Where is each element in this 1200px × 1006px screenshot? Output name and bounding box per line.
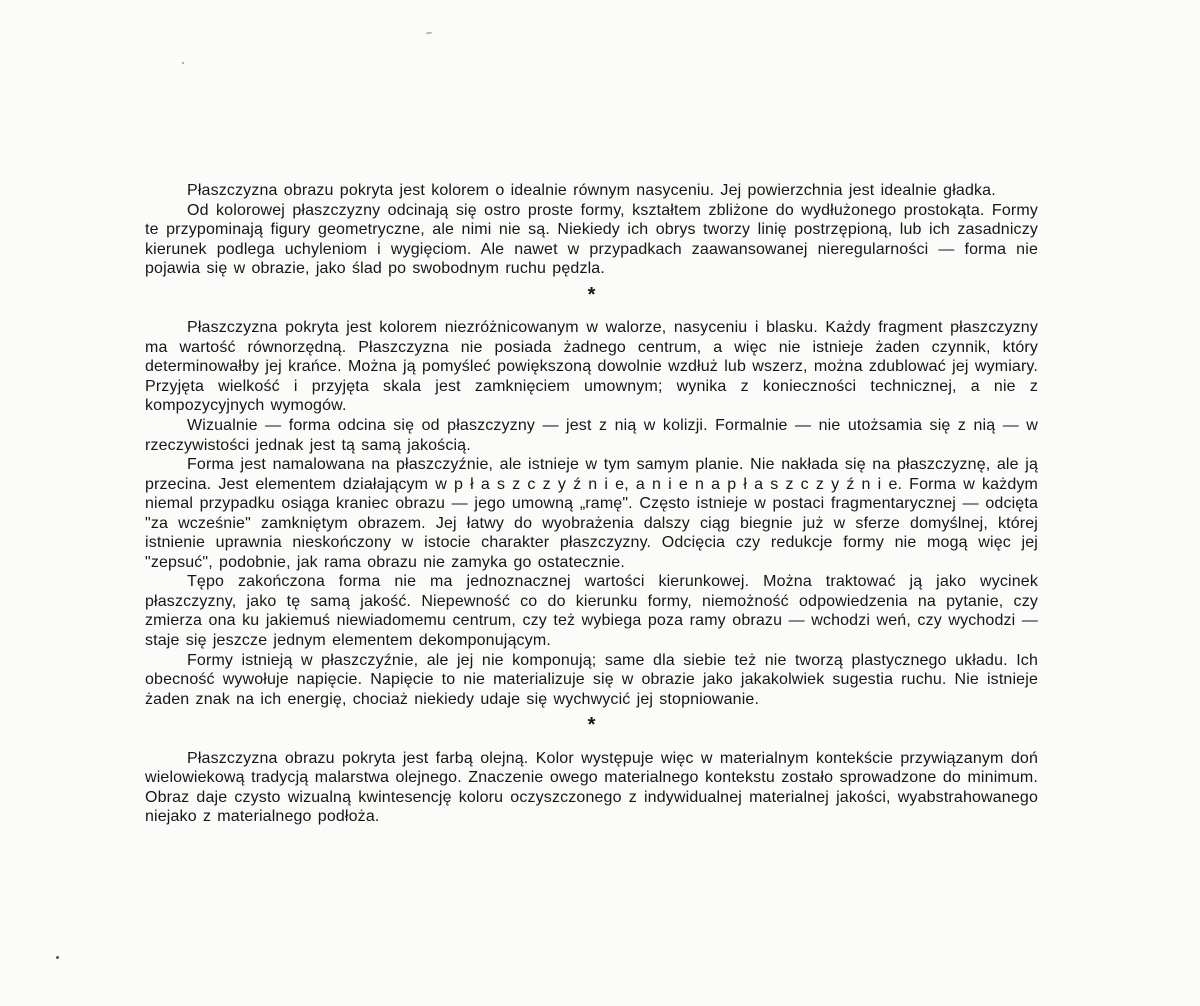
paragraph-2: Od kolorowej płaszczyzny odcinają się ostro proste formy, kształtem zbliżone do wydłużonego prostokąta. Formy te przypominają figury geometryczne, ale nimi nie są. Niekiedy ich obrys tworzy linię postrzępioną, lub ich zasadniczy kierunek podlega uchyleniom i wygięciom. Ale nawet w przypadkach zaawansowanej nieregularności — forma nie pojawia się w obrazie, jako ślad po swobodnym ruchu pędzla.	[145, 201, 1038, 278]
paragraph-8: Płaszczyzna obrazu pokryta jest farbą olejną. Kolor występuje więc w materialnym kontekście przywiązanym doń wielowiekową tradycją malarstwa olejnego. Znaczenie owego materialnego kontekstu zostało sprowadzone do minimum. Obraz daje czysto wizualną kwintesencję koloru oczyszczonego z indywidualnej materialnej jakości, wyabstrahowanego niejako z materialnego podłoża.	[145, 749, 1038, 826]
paragraph-5: Forma jest namalowana na płaszczyźnie, ale istnieje w tym samym planie. Nie nakłada się na płaszczyznę, ale ją przecina. Jest elementem działającym w p ł a s z c z y ź n i e, a n i e n a p ł a s z c z y ź n i e. Forma w każdym niemal przypadku osiąga kraniec obrazu — jego umowną „ramę". Często istnieje w postaci fragmentarycznej — odcięta "za wcześnie" zamkniętym obrazem. Jej łatwy do wyobrażenia dalszy ciąg biegnie już w sferze domyślnej, której istnienie uprawnia nieskończony w istocie charakter płaszczyzny. Odcięcia czy redukcje formy nie mogą więc jej "zepsuć", podobnie, jak rama obrazu nie zamyka go ostatecznie.	[145, 456, 1038, 571]
scan-speck	[182, 62, 184, 64]
paragraph-4: Wizualnie — forma odcina się od płaszczyzny — jest z nią w kolizji. Formalnie — nie utożsamia się z nią — w rzeczywistości jednak jest tą samą jakością.	[145, 417, 1038, 454]
asterisk-separator-2: *	[587, 714, 596, 737]
scan-speck	[426, 32, 432, 35]
text-column	[145, 181, 1038, 827]
paragraph-1: Płaszczyzna obrazu pokryta jest kolorem o idealnie równym nasyceniu. Jej powierzchnia jest idealnie gładka.	[187, 182, 996, 199]
paragraph-6: Tępo zakończona forma nie ma jednoznacznej wartości kierunkowej. Można traktować ją jako wycinek płaszczyzny, jako tę samą jakość. Niepewność co do kierunku formy, niemożność odpowiedzenia na pytanie, czy zmierza ona ku jakiemuś niewiadomemu centrum, czy też wybiega poza ramy obrazu — wchodzi weń, czy wychodzi — staje się jeszcze jednym elementem dekomponującym.	[145, 573, 1038, 650]
scan-speck	[56, 956, 59, 959]
paragraph-7: Formy istnieją w płaszczyźnie, ale jej nie komponują; same dla siebie też nie tworzą plastycznego układu. Ich obecność wywołuje napięcie. Napięcie to nie materializuje się w obrazie jako jakakolwiek sugestia ruchu. Nie istnieje żaden znak na ich energię, chociaż niekiedy udaje się wychwycić jej stopniowanie.	[145, 651, 1038, 708]
asterisk-separator-1: *	[587, 283, 596, 306]
paragraph-3: Płaszczyzna pokryta jest kolorem niezróżnicowanym w walorze, nasyceniu i blasku. Każdy fragment płaszczyzny ma wartość równorzędną. Płaszczyzna nie posiada żadnego centrum, a więc nie istnieje żaden czynnik, który determinowałby jej krańce. Można ją pomyśleć powiększoną dowolnie wzdłuż lub wszerz, można zdublować jej wymiary. Przyjęta wielkość i przyjęta skala jest zamknięciem umownym; wynika z konieczności technicznej, a nie z kompozycyjnych wymogów.	[145, 319, 1038, 415]
